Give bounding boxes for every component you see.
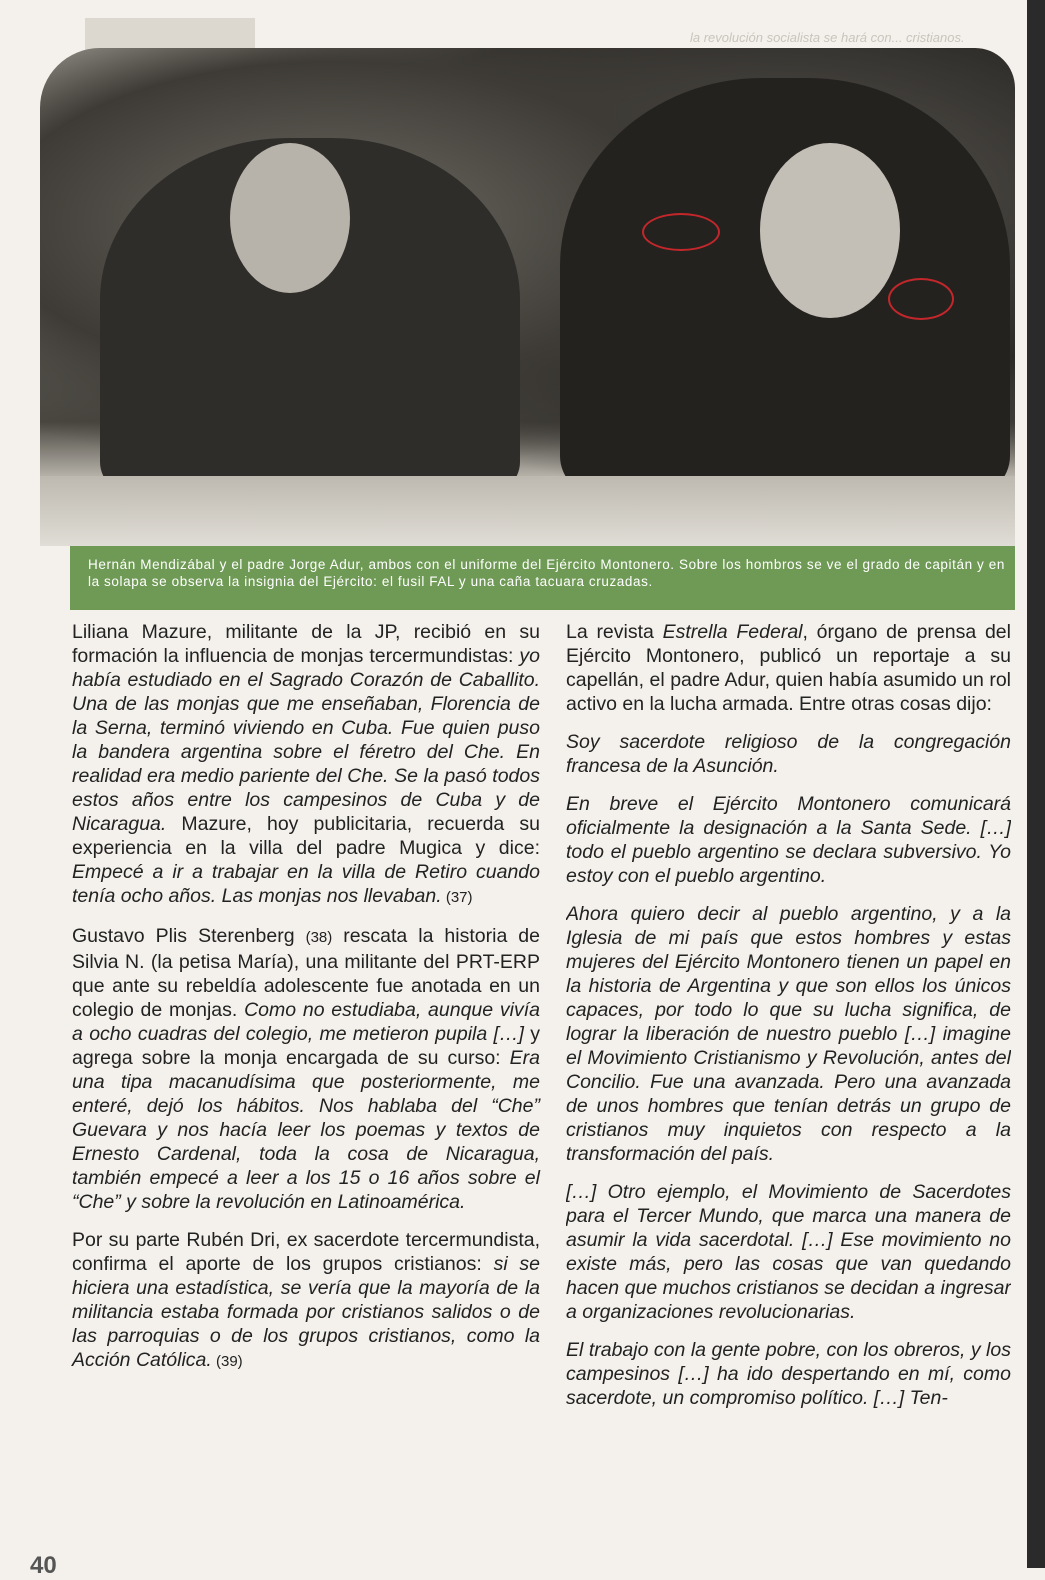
photo [40, 48, 1015, 546]
page-edge [1027, 0, 1045, 1568]
right-column [566, 620, 1011, 1424]
quote: En breve el Ejército Montonero comunicará oficialmente la designación a la Santa Sede. […] todo el pueblo argentino se declara subversivo. Yo estoy con el pueblo argentino. [566, 793, 1011, 887]
quote: El trabajo con la gente pobre, con los obreros, y los campesinos […] ha ido despertando en mí, como sacerdote, un compromiso político. […] Ten- [566, 1339, 1011, 1409]
quote: […] Otro ejemplo, el Movimiento de Sacerdotes para el Tercer Mundo, que marca una manera de asumir la vida sacerdotal. […] Ese movimiento no existe más, pero las cosas que van quedando hacen que muchos cristianos se decidan a ingresar a organizaciones revolucionarias. [566, 1181, 1011, 1323]
face-left [230, 143, 350, 293]
text: rescata la historia de Silvia N. (la petisa María), una militante del PRT-ERP que ante su rebeldía adolescente fue anotada en un colegio de monjas. [72, 925, 540, 1021]
text: , órgano de prensa del Ejército Montonero, publicó un reportaje a su capellán, el padre Adur, quien había asumido un rol activo en la lucha armada. Entre otras cosas dijo: [566, 621, 1011, 715]
quote: Ahora quiero decir al pueblo argentino, y a la Iglesia de mi país que estos hombres y estas mujeres del Ejército Montonero tienen un papel en la historia de Argentina y que son ellos los únicos capaces, por todo lo que su lucha significa, de lograr la liberación de nuestro pueblo […] imagine el Movimiento Cristianismo y Revolución, antes del Concilio. Fue una avanzada. Pero una avanzada de unos hombres que tenían detrás un grupo de cristianos muy inquietos con respecto a la transformación del país. [566, 903, 1011, 1165]
insignia-marker-lapel [888, 278, 954, 320]
text: Mazure, hoy publicitaria, recuerda su experiencia en la villa del padre Mugica y dice: [72, 813, 540, 859]
citation: (38) [305, 929, 333, 946]
text: La revista [566, 621, 663, 643]
publication-title: Estrella Federal [662, 621, 803, 643]
text: y agrega sobre la monja encargada de su curso: [72, 1023, 540, 1069]
quote: Era una tipa macanudísima que posteriormente, me enteré, dejó los hábitos. Nos hablaba del “Che” Guevara y nos hacía leer los poemas y textos de Ernesto Cardenal, toda la cosa de Nicaragua, también empecé a leer a los 15 o 16 años sobre el “Che” y sobre la revolución en Latinoamérica. [72, 1047, 540, 1213]
quote: Soy sacerdote religioso de la congregación francesa de la Asunción. [566, 731, 1011, 777]
insignia-marker-shoulder [642, 213, 720, 251]
ghost-quote: la revolución socialista se hará con... cristianos. [690, 30, 965, 45]
quote-paragraph [566, 902, 1011, 1166]
citation: (39) [211, 1353, 243, 1370]
quote: yo había estudiado en el Sagrado Corazón de Caballito. Una de las monjas que me enseñaban, Florencia de la Serna, terminó viviendo en Cuba. Fue quien puso la bandera argentina sobre el féretro del Che. En realidad era medio pariente del Che. Se la pasó todos estos años entre los campesinos de Cuba y de Nicaragua. [72, 645, 540, 835]
quote: Como no estudiaba, aunque vivía a ocho cuadras del colegio, me metieron pupila […] [72, 999, 540, 1045]
quote: Empecé a ir a trabajar en la villa de Retiro cuando tenía ocho años. Las monjas nos llevaban. [72, 861, 540, 907]
left-column [72, 620, 540, 1388]
quote-paragraph [566, 1180, 1011, 1324]
paragraph [566, 620, 1011, 716]
desk [40, 476, 1015, 546]
page-number: 40 [30, 1552, 57, 1579]
text: Por su parte Rubén Dri, ex sacerdote tercermundista, confirma el aporte de los grupos cristianos: [72, 1229, 540, 1275]
face-right [760, 143, 900, 318]
quote-paragraph [566, 792, 1011, 888]
photo-caption: Hernán Mendizábal y el padre Jorge Adur, ambos con el uniforme del Ejército Montonero. Sobre los hombros se ve el grado de capitán y en la solapa se observa la insignia del Ejército: el fusil FAL y una caña tacuara cruzadas. [70, 546, 1015, 610]
paragraph [72, 924, 540, 1214]
quote-paragraph [566, 1338, 1011, 1410]
paragraph [72, 620, 540, 910]
quote: si se hiciera una estadística, se vería que la mayoría de la militancia estaba formada por cristianos salidos o de las parroquias o de los grupos cristianos, como la Acción Católica. [72, 1253, 540, 1371]
text: Gustavo Plis Sterenberg [72, 925, 306, 947]
text: Liliana Mazure, militante de la JP, recibió en su formación la influencia de monjas tercermundistas: [72, 621, 540, 667]
citation: (37) [441, 889, 473, 906]
paragraph [72, 1228, 540, 1374]
quote-paragraph [566, 730, 1011, 778]
